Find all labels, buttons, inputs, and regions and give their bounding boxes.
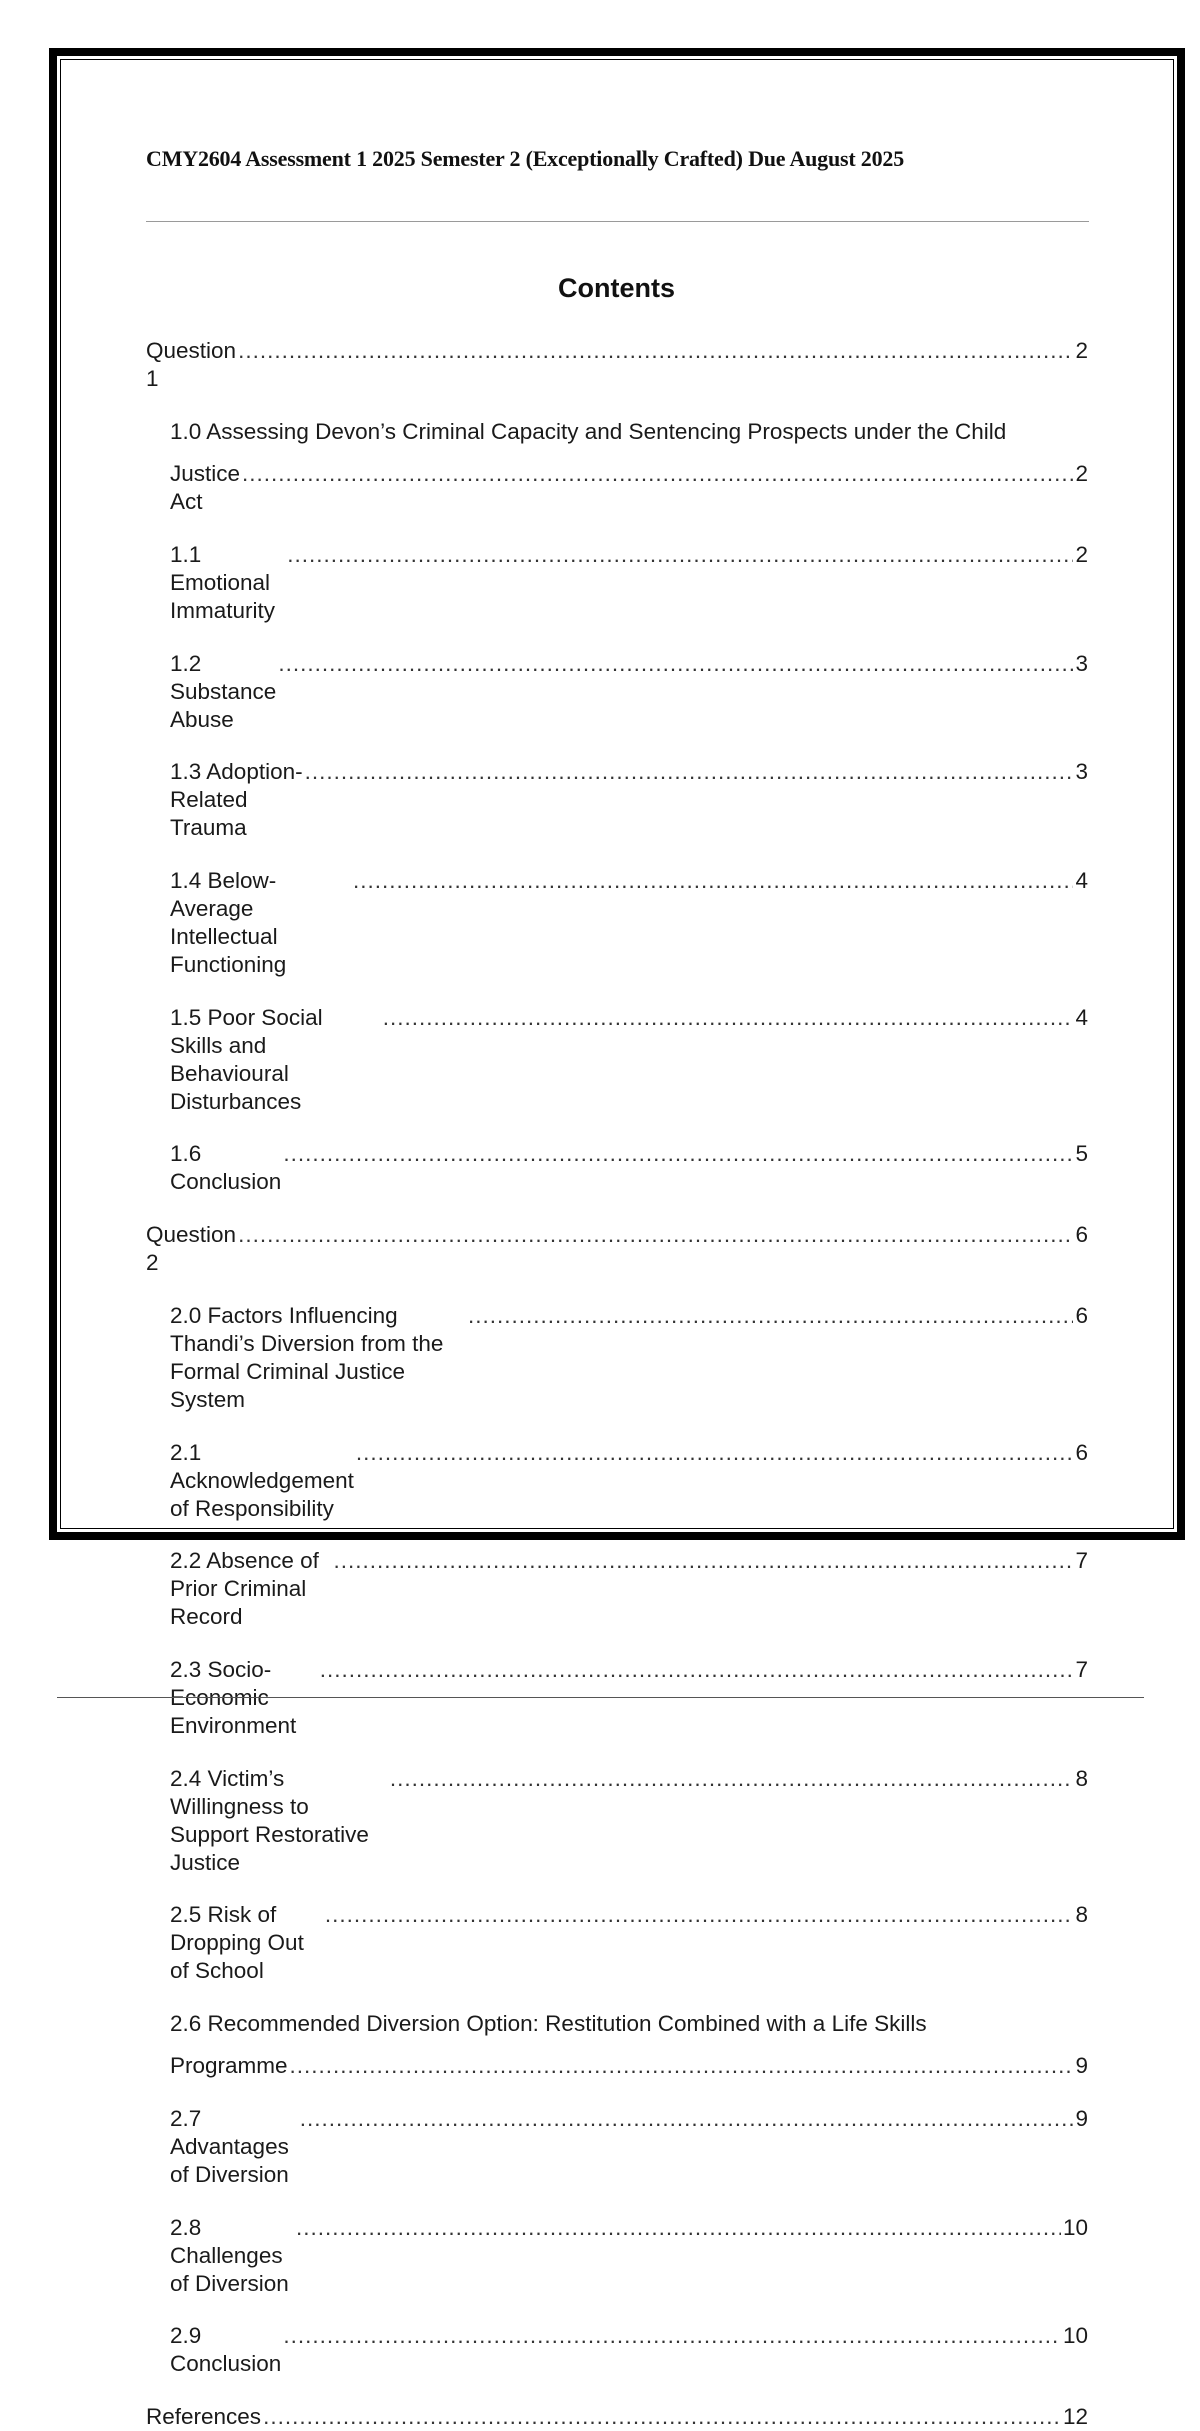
toc-entry-2-8[interactable] <box>146 2214 1088 2298</box>
toc-entry-1-2[interactable] <box>146 650 1088 734</box>
toc-page-number: 4 <box>1075 868 1088 893</box>
toc-entry-2-0[interactable] <box>146 1302 1088 1414</box>
toc-entry-text: 2.4 Victim’s Willingness to Support Restorative Justice <box>170 1765 369 1875</box>
toc-entry-text: 2.1 Acknowledgement of Responsibility <box>170 1439 354 1521</box>
toc-page-number: 7 <box>1075 1657 1088 1682</box>
toc-entry-text: 1.3 Adoption-Related Trauma <box>170 759 303 840</box>
toc-leader-dots <box>287 541 1073 569</box>
toc-entry-text: 1.6 Conclusion <box>170 1141 282 1194</box>
toc-leader-dots <box>238 1221 1073 1249</box>
toc-entry-2-4[interactable] <box>146 1765 1088 1877</box>
toc-entry-text: 2.9 Conclusion <box>170 2323 282 2376</box>
toc-leader-dots <box>390 1765 1074 1793</box>
toc-entry-question-2[interactable] <box>146 1221 1088 1277</box>
toc-page-number: 7 <box>1075 1548 1088 1573</box>
toc-entry-text: 2.2 Absence of Prior Criminal Record <box>170 1548 319 1629</box>
toc-entry-2-1[interactable] <box>146 1439 1088 1523</box>
toc-entry-text: 2.0 Factors Influencing Thandi’s Diversion from the Formal Criminal Justice System <box>170 1303 444 1412</box>
toc-page-number: 6 <box>1075 1222 1088 1247</box>
toc-page-number: 8 <box>1075 1765 1088 1791</box>
toc-entry-2-7[interactable] <box>146 2105 1088 2189</box>
toc-entry-text: 1.2 Substance Abuse <box>170 650 277 732</box>
toc-entry-1-6[interactable] <box>146 1140 1088 1196</box>
header-divider <box>146 221 1089 222</box>
toc-entry-text: 2.3 Socio-Economic Environment <box>170 1657 297 1738</box>
toc-entry-1-1[interactable] <box>146 541 1088 625</box>
toc-entry-2-9[interactable] <box>146 2322 1088 2378</box>
toc-leader-dots <box>290 2052 1074 2080</box>
toc-entry-text: 1.5 Poor Social Skills and Behavioural Disturbances <box>170 1004 323 1114</box>
toc-page-number: 2 <box>1075 338 1088 363</box>
toc-entry-1-5[interactable] <box>146 1004 1088 1116</box>
toc-entry-text: Question 1 <box>146 338 237 391</box>
toc-page-number: 5 <box>1075 1141 1088 1166</box>
toc-entry-2-3[interactable] <box>146 1656 1088 1740</box>
toc-page-number: 4 <box>1075 1004 1088 1030</box>
toc-entry-2-2[interactable] <box>146 1547 1088 1631</box>
toc-page-number: 6 <box>1075 1439 1088 1465</box>
toc-leader-dots <box>333 1547 1073 1575</box>
toc-entry-text: 2.6 Recommended Diversion Option: Restitution Combined with a Life Skills <box>170 2011 927 2036</box>
toc-page-number: 6 <box>1075 1303 1088 1328</box>
toc-entry-text-continued: Programme <box>170 2053 288 2078</box>
toc-entry-text: 1.4 Below-Average Intellectual Functioning <box>170 868 287 977</box>
toc-page-number: 3 <box>1075 650 1088 676</box>
next-page-top-rule <box>57 1697 1144 1698</box>
toc-page-number: 8 <box>1075 1902 1088 1927</box>
toc-leader-dots <box>320 1656 1074 1684</box>
toc-entry-1-3[interactable] <box>146 758 1088 842</box>
toc-entry-1-4[interactable] <box>146 867 1088 979</box>
toc-entry-text: 2.8 Challenges of Diversion <box>170 2214 289 2296</box>
toc-page-number: 9 <box>1075 2053 1088 2078</box>
toc-entry-text: 1.0 Assessing Devon’s Criminal Capacity and Sentencing Prospects under the Child <box>170 419 1007 444</box>
toc-leader-dots <box>325 1901 1074 1929</box>
toc-leader-dots <box>238 337 1073 365</box>
toc-leader-dots <box>296 2214 1061 2242</box>
toc-leader-dots <box>283 2322 1061 2350</box>
toc-page-number: 3 <box>1075 759 1088 784</box>
toc-entry-text-continued: Justice Act <box>170 461 241 514</box>
toc-entry-text: 2.5 Risk of Dropping Out of School <box>170 1902 304 1983</box>
toc-leader-dots <box>300 2105 1074 2133</box>
toc-leader-dots <box>242 460 1073 488</box>
toc-entry-2-5[interactable] <box>146 1901 1088 1985</box>
toc-leader-dots <box>305 758 1074 786</box>
toc-page-number: 9 <box>1075 2105 1088 2131</box>
toc-page-number: 10 <box>1062 2214 1088 2240</box>
toc-entry-question-1[interactable] <box>146 337 1088 393</box>
toc-page-number: 2 <box>1075 542 1088 567</box>
toc-entry-text: Question 2 <box>146 1222 237 1275</box>
toc-entry-1-0[interactable] <box>146 418 1088 516</box>
toc-leader-dots <box>353 867 1074 895</box>
toc-leader-dots <box>283 1140 1073 1168</box>
toc-leader-dots <box>278 650 1073 678</box>
toc-leader-dots <box>263 2403 1061 2431</box>
toc-entry-2-6[interactable] <box>146 2010 1088 2080</box>
toc-leader-dots <box>356 1439 1074 1467</box>
document-header: CMY2604 Assessment 1 2025 Semester 2 (Exceptionally Crafted) Due August 2025 <box>146 146 905 171</box>
toc-entry-text: 1.1 Emotional Immaturity <box>170 542 276 623</box>
toc-page-number: 2 <box>1075 461 1088 486</box>
toc-page-number: 10 <box>1062 2323 1088 2348</box>
toc-page-number: 12 <box>1062 2404 1088 2429</box>
table-of-contents <box>146 337 1088 2431</box>
toc-entry-references[interactable] <box>146 2403 1088 2431</box>
toc-entry-text: References <box>146 2404 262 2429</box>
toc-entry-text: 2.7 Advantages of Diversion <box>170 2105 289 2187</box>
toc-leader-dots <box>383 1004 1074 1032</box>
toc-title: Contents <box>558 273 675 303</box>
toc-leader-dots <box>468 1302 1073 1330</box>
